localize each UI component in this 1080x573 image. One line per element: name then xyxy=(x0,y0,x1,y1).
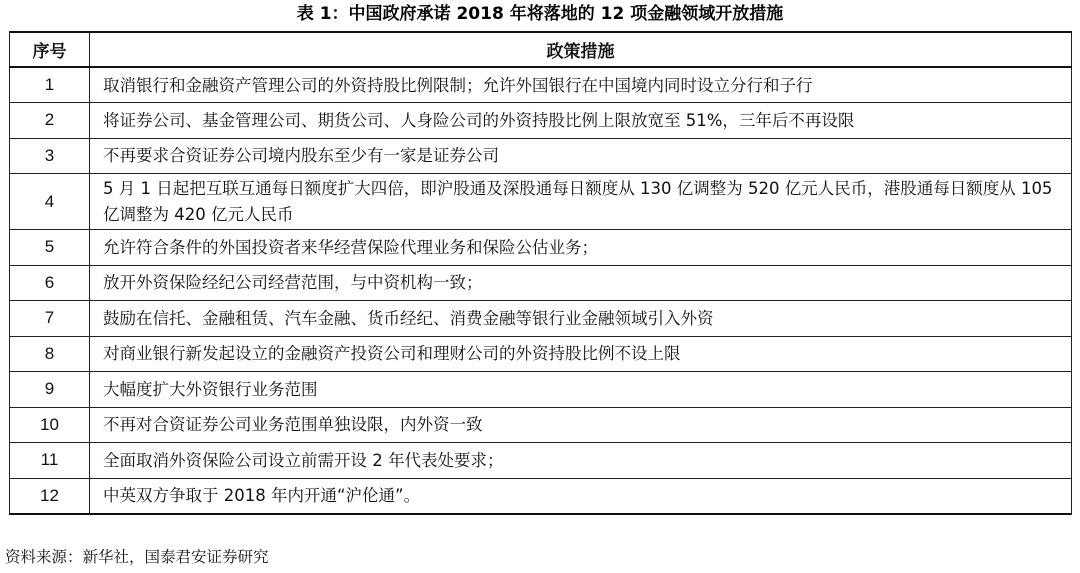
row-number: 1 xyxy=(10,67,90,103)
table-row xyxy=(10,301,1072,337)
table-row xyxy=(10,443,1072,479)
row-policy: 将证券公司、基金管理公司、期货公司、人身险公司的外资持股比例上限放宽至 51%，三年后不再设限 xyxy=(90,103,1072,139)
table-row xyxy=(10,138,1072,174)
table-row xyxy=(10,372,1072,408)
table-row xyxy=(10,407,1072,443)
row-policy: 中英双方争取于 2018 年内开通“沪伦通”。 xyxy=(90,478,1072,514)
table-row xyxy=(10,230,1072,266)
row-policy: 不再对合资证券公司业务范围单独设限，内外资一致 xyxy=(90,407,1072,443)
row-number: 12 xyxy=(10,478,90,514)
row-policy: 对商业银行新发起设立的金融资产投资公司和理财公司的外资持股比例不设上限 xyxy=(90,336,1072,372)
table-row xyxy=(10,103,1072,139)
row-number: 5 xyxy=(10,230,90,266)
row-number: 8 xyxy=(10,336,90,372)
table-title: 表 1：中国政府承诺 2018 年将落地的 12 项金融领域开放措施 xyxy=(296,4,784,24)
table-row xyxy=(10,336,1072,372)
source-note: 资料来源：新华社，国泰君安证券研究 xyxy=(5,548,269,566)
row-policy: 大幅度扩大外资银行业务范围 xyxy=(90,372,1072,408)
table-row xyxy=(10,478,1072,514)
header-policy: 政策措施 xyxy=(90,32,1072,67)
row-number: 6 xyxy=(10,265,90,301)
row-number: 9 xyxy=(10,372,90,408)
row-number: 3 xyxy=(10,138,90,174)
row-policy: 全面取消外资保险公司设立前需开设 2 年代表处要求； xyxy=(90,443,1072,479)
header-number: 序号 xyxy=(10,32,90,67)
table-header-row xyxy=(10,32,1072,67)
row-policy: 放开外资保险经纪公司经营范围，与中资机构一致； xyxy=(90,265,1072,301)
table-row xyxy=(10,265,1072,301)
row-number: 7 xyxy=(10,301,90,337)
row-policy: 取消银行和金融资产管理公司的外资持股比例限制；允许外国银行在中国境内同时设立分行和子行 xyxy=(90,67,1072,103)
row-policy: 鼓励在信托、金融租赁、汽车金融、货币经纪、消费金融等银行业金融领域引入外资 xyxy=(90,301,1072,337)
row-number: 10 xyxy=(10,407,90,443)
row-number: 2 xyxy=(10,103,90,139)
table-row xyxy=(10,67,1072,103)
policy-table xyxy=(9,31,1072,515)
row-policy: 5 月 1 日起把互联互通每日额度扩大四倍，即沪股通及深股通每日额度从 130 亿调整为 520 亿元人民币，港股通每日额度从 105 亿调整为 420 亿元人民币 xyxy=(90,174,1072,230)
row-policy: 不再要求合资证券公司境内股东至少有一家是证券公司 xyxy=(90,138,1072,174)
row-number: 11 xyxy=(10,443,90,479)
table-row xyxy=(10,174,1072,230)
row-policy: 允许符合条件的外国投资者来华经营保险代理业务和保险公估业务； xyxy=(90,230,1072,266)
row-number: 4 xyxy=(10,174,90,230)
